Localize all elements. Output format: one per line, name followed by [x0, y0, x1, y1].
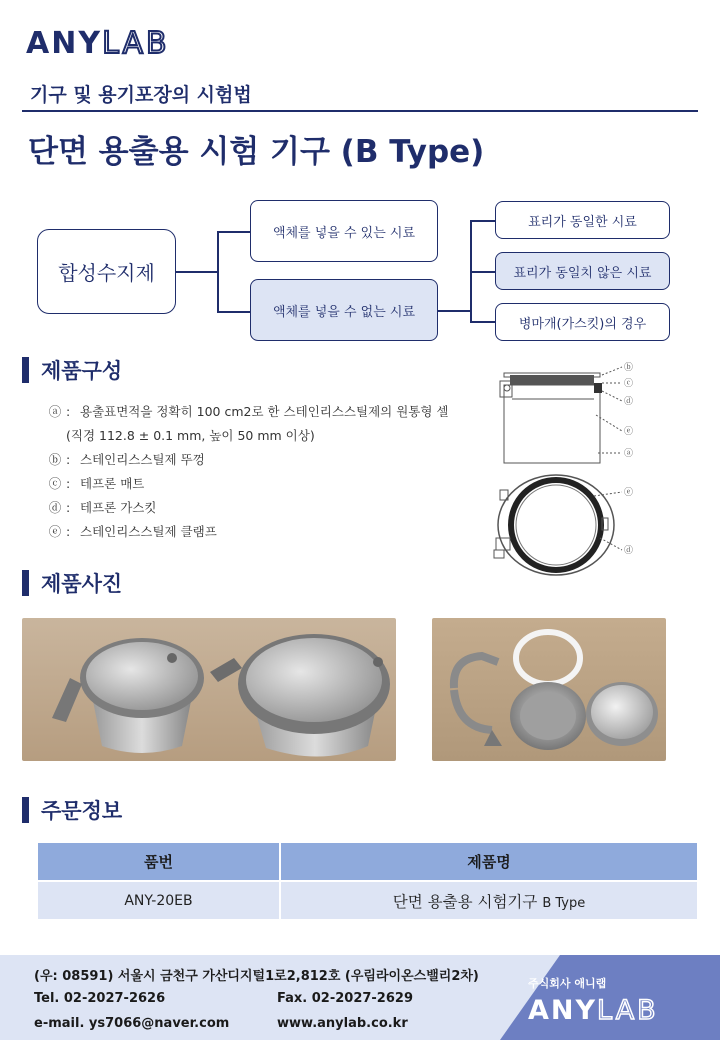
cell-top-view-schematic: [490, 468, 670, 583]
document-title: 단면 용출용 시험 기구 (B Type): [28, 134, 485, 170]
footer-address: (우: 08591) 서울시 금천구 가산디지털1로2,812호 (우림라이온스밸리2차): [34, 969, 479, 984]
composition-list: [44, 400, 474, 544]
section-marker: [22, 570, 29, 596]
diagram-root-box: [37, 229, 176, 314]
cell-part-no: ANY-20EB: [38, 881, 280, 919]
leaf-1-label: 표리가 동일한 시료: [528, 214, 637, 230]
label-e: ⓔ: [624, 488, 634, 498]
diagram-connector: [217, 231, 219, 312]
table-header-row: [38, 843, 698, 881]
footer-website: www.anylab.co.kr: [277, 1016, 408, 1031]
cell-side-view-schematic: [490, 355, 670, 470]
diagram-branch-bottom: [250, 279, 438, 341]
section-heading-photos: [22, 568, 122, 598]
footer: [0, 955, 720, 1040]
section-heading-order: [22, 795, 122, 825]
list-item: ⓔ : 스테인리스스틸제 클램프: [48, 524, 217, 539]
section-marker: [22, 797, 29, 823]
label-d: ⓓ: [624, 397, 634, 407]
label-b: ⓑ: [624, 363, 634, 373]
product-name-main: 단면 용출용 시험기구: [392, 892, 538, 911]
branch-top-label: 액체를 넣을 수 있는 시료: [272, 225, 416, 241]
label-a: ⓐ: [624, 449, 634, 459]
section-heading-composition: [22, 355, 122, 385]
diagram-connector: [470, 271, 495, 273]
diagram-leaf-3: [495, 303, 670, 341]
leaf-2-label: 표리가 동일치 않은 시료: [513, 265, 652, 281]
diagram-branch-top: [250, 200, 438, 262]
section-title: 주문정보: [41, 799, 123, 823]
label-e: ⓔ: [624, 427, 634, 437]
label-d: ⓓ: [624, 546, 634, 556]
product-photo-parts: [432, 618, 666, 761]
list-item: ⓓ : 테프론 가스킷: [48, 500, 157, 515]
list-item: ⓒ : 테프론 매트: [48, 476, 145, 491]
header-divider: [22, 110, 698, 112]
footer-email: e-mail. ys7066@naver.com: [34, 1016, 230, 1031]
diagram-connector: [217, 311, 250, 313]
list-item: ⓐ : 용출표면적을 정확히 100 cm2로 한 스테인리스스틸제의 원통형 셀: [48, 404, 449, 419]
footer-fax: Fax. 02-2027-2629: [277, 991, 413, 1006]
label-c: ⓒ: [624, 379, 634, 389]
table-row: [38, 881, 698, 919]
anylab-logo: ANYLAB: [26, 26, 170, 61]
product-photo-assembled: [22, 618, 396, 761]
column-header-part-no: 품번: [38, 843, 280, 881]
diagram-connector: [470, 321, 495, 323]
diagram-leaf-1: [495, 201, 670, 239]
leaf-3-label: 병마개(가스킷)의 경우: [518, 316, 647, 332]
diagram-root-label: 합성수지제: [58, 261, 155, 285]
order-info-table: [38, 843, 699, 919]
footer-tel: Tel. 02-2027-2626: [34, 991, 166, 1006]
diagram-connector: [176, 271, 218, 273]
product-name-suffix: B Type: [542, 895, 586, 911]
branch-bottom-label: 액체를 넣을 수 없는 시료: [272, 304, 416, 320]
section-marker: [22, 357, 29, 383]
diagram-connector: [438, 310, 471, 312]
list-item: ⓑ : 스테인리스스틸제 뚜껑: [48, 452, 205, 467]
footer-anylab-logo: ANYLAB: [528, 995, 659, 1026]
document-subtitle: 기구 및 용기포장의 시험법: [30, 84, 252, 106]
diagram-connector: [217, 231, 250, 233]
diagram-leaf-2: [495, 252, 670, 290]
section-title: 제품구성: [41, 359, 123, 383]
list-item: (직경 112.8 ± 0.1 mm, 높이 50 mm 이상): [66, 428, 315, 443]
cell-product-name: [280, 881, 698, 919]
diagram-connector: [470, 220, 495, 222]
section-title: 제품사진: [41, 572, 123, 596]
footer-company-name: 주식회사 애니랩: [528, 977, 607, 990]
column-header-product-name: 제품명: [280, 843, 698, 881]
